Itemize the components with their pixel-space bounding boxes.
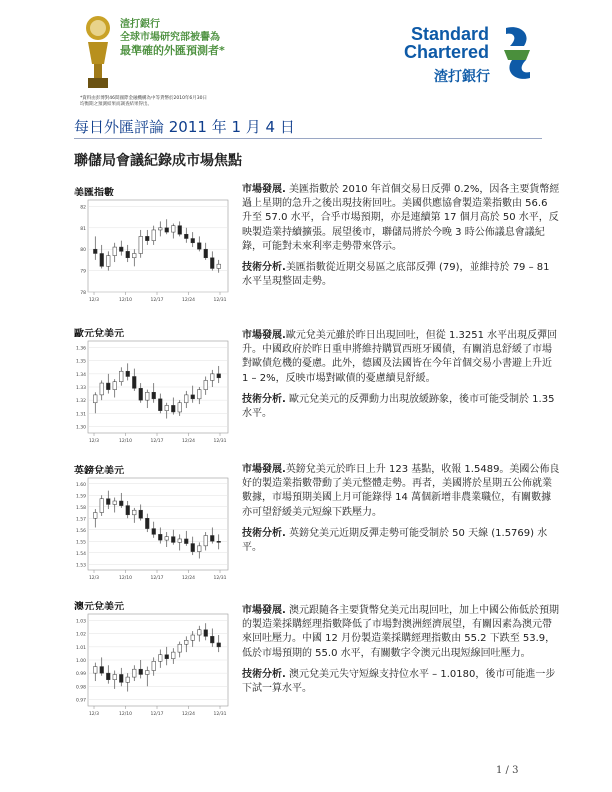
candle-body: [165, 655, 169, 659]
candle-body: [106, 499, 110, 505]
dev-text: 英鎊兌美元於昨日上升 123 基點，收報 1.5489。美國公佈良好的製造業指數帶動了美元整體走勢。再者，美國將於星期五公佈就業數據，市場預期美國上月可能錄得 14 萬個新增非農業職位，有關數據亦可望舒緩美元短線下跌壓力。: [242, 464, 560, 518]
candle-body: [145, 392, 149, 400]
candle-body: [171, 537, 175, 543]
award-line: 最準確的外匯預測者*: [120, 44, 225, 57]
y-tick-label: 0.99: [75, 672, 86, 678]
y-tick-label: 0.97: [75, 698, 86, 704]
title-divider: [74, 138, 542, 139]
x-tick-label: 12/3: [88, 298, 100, 303]
candle-body: [204, 249, 208, 258]
y-tick-label: 1.55: [75, 540, 86, 546]
candle-body: [204, 630, 208, 637]
y-tick-label: 1.30: [75, 425, 86, 431]
section-text: [242, 183, 560, 296]
candle-body: [197, 630, 201, 635]
candle-body: [119, 247, 123, 251]
dev-title: 市場發展.: [242, 464, 286, 475]
candle-body: [93, 513, 97, 519]
candle-body: [165, 537, 169, 540]
candle-body: [210, 258, 214, 269]
x-tick-label: 12/3: [88, 712, 100, 717]
y-tick-label: 80: [80, 248, 86, 254]
y-tick-label: 1.01: [75, 645, 86, 651]
candle-body: [139, 388, 143, 400]
trophy-icon: [80, 14, 116, 96]
candle-body: [93, 667, 97, 674]
headline: 聯儲局會議紀錄成市場焦點: [74, 153, 242, 169]
x-tick-label: 12/17: [150, 298, 164, 303]
x-tick-label: 12/31: [213, 576, 227, 581]
dev-title: 市場發展.: [242, 605, 286, 616]
x-tick-label: 12/31: [213, 712, 227, 717]
candle-body: [139, 236, 143, 253]
candle-body: [158, 655, 162, 662]
candle-body: [100, 667, 104, 674]
candle-body: [126, 506, 130, 515]
candle-body: [100, 383, 104, 395]
tech-text: 美匯指數從近期交易區之底部反彈 (79)，並維持於 79 – 81 水平呈現整固走勢。: [242, 262, 550, 288]
y-tick-label: 1.56: [75, 528, 86, 534]
y-tick-label: 1.32: [75, 399, 86, 405]
candle-body: [217, 643, 221, 647]
candle-body: [145, 518, 149, 528]
candle-body: [113, 674, 117, 679]
candle-body: [178, 226, 182, 235]
plot-area: [88, 478, 228, 570]
candle-body: [145, 671, 149, 675]
candle-body: [106, 673, 110, 680]
x-tick-label: 12/24: [182, 576, 195, 581]
x-tick-label: 12/10: [119, 576, 132, 581]
y-tick-label: 1.31: [75, 412, 86, 418]
chart-eur-usd: [72, 337, 232, 449]
candle-body: [100, 253, 104, 266]
y-tick-label: 0.98: [75, 685, 86, 691]
candle-body: [197, 546, 201, 552]
chart-label: 美匯指數: [74, 188, 114, 199]
y-tick-label: 1.59: [75, 494, 86, 500]
page-number: 1 / 3: [496, 765, 519, 776]
candle-body: [184, 395, 188, 403]
dev-text: 美匯指數於 2010 年首個交易日反彈 0.2%，因各主要貨幣經過上星期的急升之後出現技術回吐。美國供應協會製造業指數由 56.6 升至 57.0 水平，合乎市場預期，亦是連續第 17 個月高於 50 水平，反映製造業持續擴張。展望後市，聯儲局將於今晚 3 時公佈議息會議紀錄，可能對未來利率走勢帶來啓示。: [242, 184, 560, 252]
tech-text: 歐元兌美元的反彈動力出現放緩跡象，後市可能受制於 1.35 水平。: [242, 393, 555, 420]
candle-body: [165, 228, 169, 232]
candle-body: [132, 376, 136, 388]
x-tick-label: 12/24: [182, 439, 195, 444]
tech-title: 技術分析.: [242, 668, 286, 680]
candle-body: [106, 256, 110, 267]
award-banner: [80, 14, 230, 107]
candle-body: [152, 392, 156, 399]
award-footnote-line: 均衡期之預測結果而調查結果得出。: [80, 102, 152, 107]
dev-title: 市場發展.: [242, 330, 286, 341]
candle-body: [152, 230, 156, 241]
candle-body: [191, 239, 195, 243]
candle-body: [145, 236, 149, 240]
candle-body: [106, 383, 110, 390]
x-tick-label: 12/17: [150, 439, 164, 444]
candle-body: [204, 380, 208, 389]
candle-body: [119, 371, 123, 382]
x-tick-label: 12/17: [150, 712, 164, 717]
y-tick-label: 82: [80, 205, 86, 211]
candle-body: [93, 249, 97, 253]
candle-body: [171, 652, 175, 659]
candle-body: [139, 510, 143, 518]
candle-body: [197, 390, 201, 399]
x-tick-label: 12/17: [150, 576, 164, 581]
x-tick-label: 12/31: [213, 298, 227, 303]
x-tick-label: 12/31: [213, 439, 227, 444]
candle-body: [217, 264, 221, 268]
candle-body: [217, 374, 221, 378]
candle-body: [204, 536, 208, 546]
y-tick-label: 1.57: [75, 517, 86, 523]
candle-body: [100, 499, 104, 513]
chart-usd-index: [72, 196, 232, 308]
candle-body: [113, 501, 117, 504]
tech-text: 澳元兌美元失守短線支持位水平 – 1.0180，後市可能進一步下試一算水平。: [242, 668, 556, 695]
dev-text: 澳元跟隨各主要貨幣兌美元出現回吐，加上中國公佈低於預期的製造業採購經理指數降低了市場對澳洲經濟展望，有關因素為澳元帶來回吐壓力。中國 12 月份製造業採購經理指數由 55.2 下跌至 53.9，低於市場預期的 55.0 水平，有關數字令澳元出現短線回吐壓力。: [242, 605, 559, 659]
logo-line: Standard: [411, 24, 490, 44]
award-footnote-line: *資料由彭博對46間國際金融機構為中等貨幣於2010年6月30日: [80, 96, 208, 101]
candle-body: [126, 371, 130, 376]
candle-body: [191, 635, 195, 640]
x-tick-label: 12/10: [119, 439, 132, 444]
candle-body: [158, 228, 162, 230]
candle-body: [132, 510, 136, 515]
candle-body: [93, 395, 97, 403]
candle-body: [184, 640, 188, 644]
chart-label: 澳元兌美元: [74, 602, 124, 613]
tech-text: 英鎊兌美元近期反彈走勢可能受制於 50 天線 (1.5769) 水平。: [242, 527, 548, 554]
y-tick-label: 1.60: [75, 482, 86, 488]
candle-body: [152, 529, 156, 535]
y-tick-label: 78: [80, 291, 86, 296]
candle-body: [113, 382, 117, 390]
award-text: [120, 18, 225, 57]
tech-title: 技術分析.: [242, 393, 286, 405]
candle-body: [126, 677, 130, 682]
candle-body: [178, 644, 182, 652]
y-tick-label: 1.02: [75, 632, 86, 638]
candle-body: [171, 226, 175, 232]
candle-body: [210, 536, 214, 542]
brand-logo-cn: 渣打銀行: [434, 69, 490, 85]
y-tick-label: 1.54: [75, 551, 86, 557]
candle-body: [152, 661, 156, 670]
candle-body: [158, 399, 162, 411]
candle-body: [210, 374, 214, 381]
candle-body: [165, 405, 169, 410]
candle-body: [139, 669, 143, 674]
y-tick-label: 1.53: [75, 563, 86, 569]
candle-body: [197, 243, 201, 249]
candle-body: [210, 636, 214, 643]
chart-gbp-usd: [72, 474, 232, 586]
page-title: 每日外匯評論 2011 年 1 月 4 日: [74, 118, 295, 136]
candle-body: [158, 534, 162, 540]
brand-logo-text: [404, 25, 489, 61]
y-tick-label: 1.00: [75, 659, 86, 664]
y-tick-label: 79: [80, 269, 86, 275]
candle-body: [184, 539, 188, 544]
candle-body: [126, 251, 130, 257]
y-tick-label: 1.03: [75, 619, 86, 625]
y-tick-label: 1.35: [75, 359, 86, 365]
candle-body: [119, 501, 123, 506]
section-text: [242, 329, 560, 428]
candle-body: [191, 544, 195, 552]
award-line: 渣打銀行: [120, 19, 160, 30]
y-tick-label: 81: [80, 226, 86, 232]
x-tick-label: 12/10: [119, 298, 132, 303]
chart-aud-usd: [72, 610, 232, 722]
plot-area: [88, 200, 228, 292]
tech-title: 技術分析.: [242, 527, 286, 539]
brand-logo-icon: [500, 24, 536, 82]
dev-text: 歐元兌美元雖於昨日出現回吐，但從 1.3251 水平出現反彈回升。中國政府於昨日重申將維持購買西班牙國債，有關消息舒緩了市場對歐債危機的憂慮。此外，德國及法國皆在今年首個交易小書避上升近 1 – 2%，反映市場對歐債的憂慮續見舒緩。: [242, 330, 558, 384]
candle-body: [178, 403, 182, 412]
x-tick-label: 12/24: [182, 298, 195, 303]
dev-title: 市場發展.: [242, 184, 286, 195]
chart-label: 歐元兌美元: [74, 329, 124, 340]
y-tick-label: 1.33: [75, 386, 86, 391]
x-tick-label: 12/3: [88, 576, 100, 581]
section-text: [242, 463, 560, 562]
section-text: [242, 604, 560, 703]
award-footnote: [80, 96, 310, 108]
candle-body: [113, 247, 117, 256]
x-tick-label: 12/24: [182, 712, 195, 717]
award-line: 全球市場研究部被譽為: [120, 32, 220, 43]
candle-body: [132, 669, 136, 677]
candle-body: [217, 541, 221, 542]
candle-body: [191, 395, 195, 399]
candle-body: [171, 405, 175, 412]
x-tick-label: 12/10: [119, 712, 132, 717]
candle-body: [178, 539, 182, 542]
candle-body: [132, 253, 136, 257]
candle-body: [119, 674, 123, 682]
y-tick-label: 1.36: [75, 346, 86, 352]
y-tick-label: 1.34: [75, 372, 86, 378]
candle-body: [184, 234, 188, 238]
chart-label: 英鎊兌美元: [74, 466, 124, 477]
logo-line: Chartered: [404, 42, 490, 62]
y-tick-label: 1.58: [75, 505, 86, 511]
tech-title: 技術分析.: [242, 262, 286, 274]
x-tick-label: 12/3: [88, 439, 100, 444]
